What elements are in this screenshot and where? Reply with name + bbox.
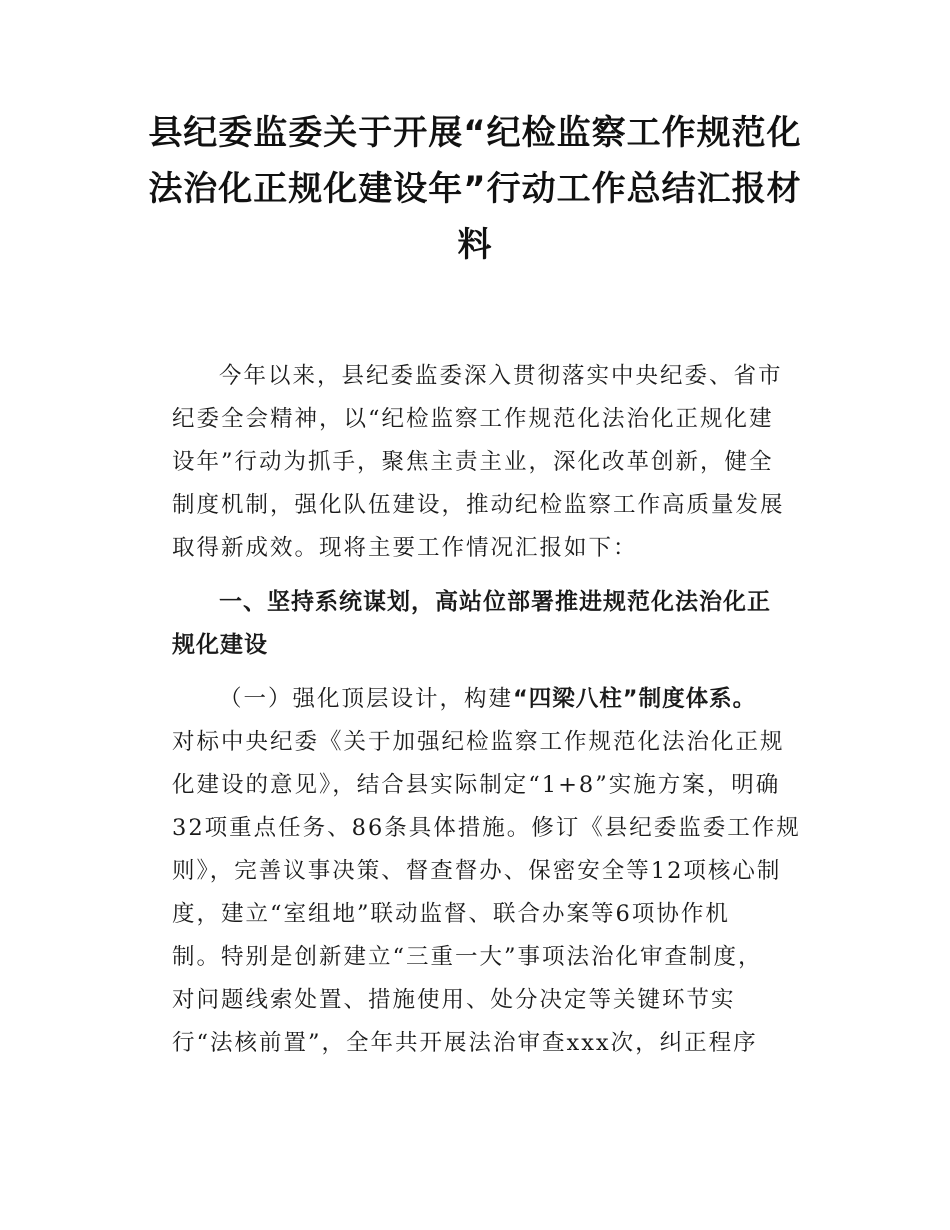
subsection-lead-bold: “四梁八柱”制度体系。 bbox=[513, 686, 757, 712]
paragraph-line: 32项重点任务、86条具体措施。修订《县纪委监委工作规 bbox=[172, 815, 801, 841]
title-line: 料 bbox=[457, 225, 493, 265]
subsection-lead-text: （一）强化顶层设计，构建 bbox=[219, 686, 514, 712]
paragraph-line: 对标中央纪委《关于加强纪检监察工作规范化法治化正规 bbox=[172, 729, 785, 755]
heading-line: 一、坚持系统谋划，高站位部署推进规范化法治化正 bbox=[219, 589, 771, 615]
heading-line: 规化建设 bbox=[172, 632, 268, 658]
paragraph-line: 则》，完善议事决策、督查督办、保密安全等12项核心制 bbox=[172, 858, 782, 884]
subsection-lead bbox=[172, 678, 802, 721]
paragraph-line: 设年”行动为抓手，聚焦主责主业，深化改革创新，健全 bbox=[172, 449, 774, 475]
paragraph-line: 纪委全会精神，以“纪检监察工作规范化法治化正规化建 bbox=[172, 406, 774, 432]
intro-paragraph bbox=[172, 355, 802, 570]
paragraph-line: 制度机制，强化队伍建设，推动纪检监察工作高质量发展 bbox=[172, 492, 785, 518]
paragraph-line: 化建设的意见》，结合县实际制定“1+8”实施方案，明确 bbox=[172, 772, 781, 798]
paragraph-line: 对问题线索处置、措施使用、处分决定等关键环节实 bbox=[172, 987, 736, 1013]
title-line: 县纪委监委关于开展“纪检监察工作规范化 bbox=[148, 113, 802, 153]
section-heading bbox=[172, 581, 802, 667]
paragraph-line: 度，建立“室组地”联动监督、联合办案等6项协作机 bbox=[172, 901, 730, 927]
paragraph-line: 行“法核前置”，全年共开展法治审查xxx次，纠正程序 bbox=[172, 1030, 758, 1056]
subsection-paragraph bbox=[172, 678, 802, 1065]
paragraph-line: 制。特别是创新建立“三重一大”事项法治化审查制度， bbox=[172, 944, 763, 970]
paragraph-line: 今年以来，县纪委监委深入贯彻落实中央纪委、省市 bbox=[219, 363, 783, 389]
document-body bbox=[172, 355, 802, 1065]
paragraph-line: 取得新成效。现将主要工作情况汇报如下： bbox=[172, 535, 638, 561]
title-line: 法治化正规化建设年”行动工作总结汇报材 bbox=[148, 169, 802, 209]
document-title bbox=[140, 105, 810, 273]
